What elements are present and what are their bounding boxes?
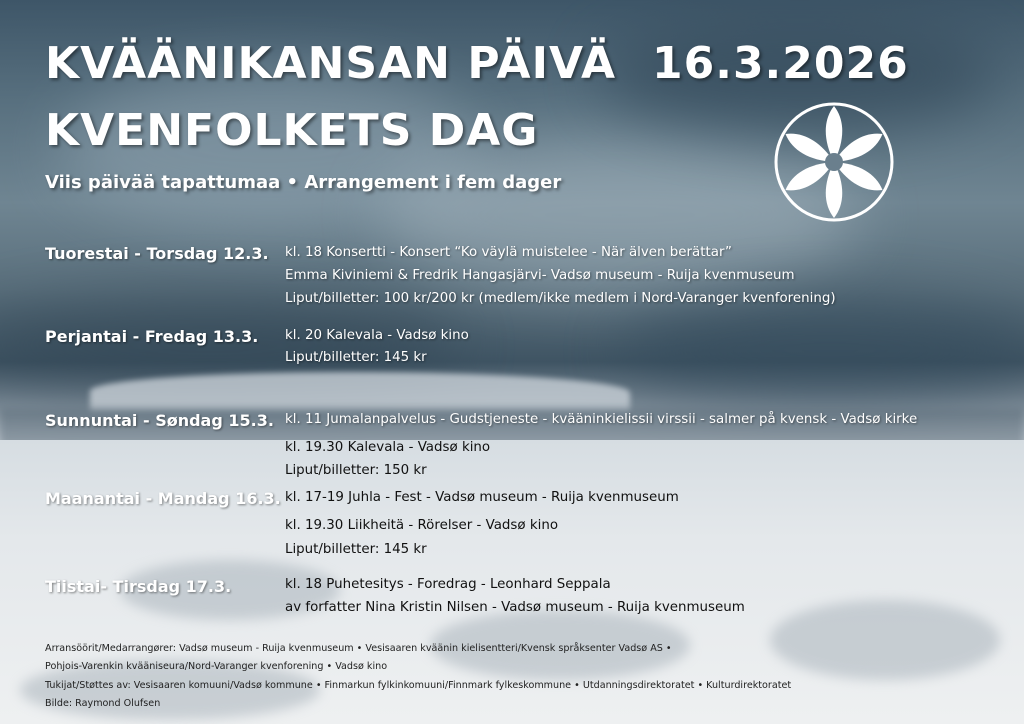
day-label-monday: Maanantai - Mandag 16.3.	[45, 489, 281, 508]
title-finnish-kven: KVÄÄNIKANSAN PÄIVÄ	[45, 38, 617, 89]
event-line: Emma Kiviniemi & Fredrik Hangasjärvi- Vadsø museum - Ruija kvenmuseum	[285, 268, 795, 283]
title-norwegian: KVENFOLKETS DAG	[45, 105, 539, 156]
event-line: kl. 19.30 Kalevala - Vadsø kino	[285, 440, 491, 455]
footer-photo-credit: Bilde: Raymond Olufsen	[45, 698, 161, 709]
day-label-sunday: Sunnuntai - Søndag 15.3.	[45, 411, 274, 430]
cloud-shape	[620, 300, 1024, 400]
day-label-friday: Perjantai - Fredag 13.3.	[45, 327, 259, 346]
event-date: 16.3.2026	[652, 38, 909, 89]
subtitle: Viis päivää tapattumaa • Arrangement i fem dager	[45, 172, 562, 193]
event-line: Liput/billetter: 100 kr/200 kr (medlem/ikke medlem i Nord-Varanger kvenforening)	[285, 291, 836, 306]
event-line: av forfatter Nina Kristin Nilsen - Vadsø museum - Ruija kvenmuseum	[285, 600, 745, 615]
footer-organizers: Arransöörit/Medarrangører: Vadsø museum - Ruija kvenmuseum • Vesisaaren kväänin kielisentteri/Kvensk språksenter Vadsø AS •	[45, 643, 672, 654]
distant-hill	[90, 372, 630, 412]
event-line: kl. 18 Konsertti - Konsert “Ko väylä muistelee - När älven berättar”	[285, 245, 732, 260]
event-line: kl. 20 Kalevala - Vadsø kino	[285, 328, 469, 343]
frosted-shrub	[770, 600, 1000, 680]
day-label-thursday: Tuorestai - Torsdag 12.3.	[45, 244, 269, 263]
event-line: Liput/billetter: 150 kr	[285, 463, 427, 478]
event-line: kl. 17-19 Juhla - Fest - Vadsø museum - Ruija kvenmuseum	[285, 490, 679, 505]
footer-sponsors: Tukijat/Støttes av: Vesisaaren komuuni/Vadsø kommune • Finmarkun fylkinkomuuni/Finnmark fylkeskommune • Utdanningsdirektoratet • Kulturdirektoratet	[45, 680, 792, 691]
event-line: kl. 18 Puhetesitys - Foredrag - Leonhard Seppala	[285, 577, 611, 592]
event-line: Liput/billetter: 145 kr	[285, 542, 427, 557]
event-line: kl. 11 Jumalanpalvelus - Gudstjeneste - kvääninkielissii virssii - salmer på kvensk - Vadsø kirke	[285, 412, 918, 427]
event-line: Liput/billetter: 145 kr	[285, 350, 427, 365]
footer-organizers-cont: Pohjois-Varenkin kvääniseura/Nord-Varanger kvenforening • Vadsø kino	[45, 661, 388, 672]
day-label-tuesday: Tiistai- Tirsdag 17.3.	[45, 577, 232, 596]
kven-flower-icon	[762, 100, 906, 224]
event-line: kl. 19.30 Liikheitä - Rörelser - Vadsø kino	[285, 518, 559, 533]
